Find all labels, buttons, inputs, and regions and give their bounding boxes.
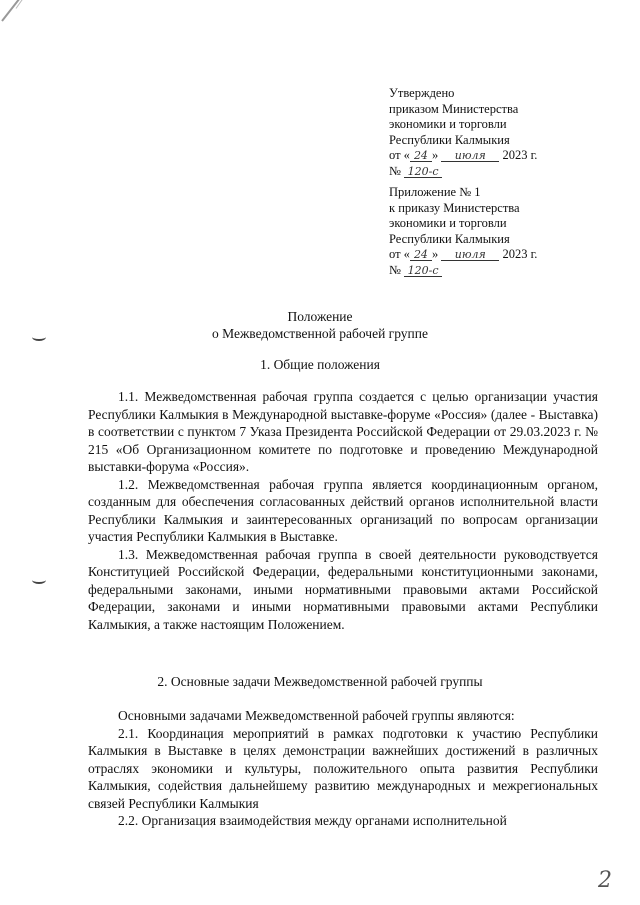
paragraph: 1.3. Межведомственная рабочая группа в своей деятельности руководствуется Конституцией Российской Федерации, федеральными конституционными законами, федеральными законами, иными нормативными правовыми актами Российской Федерации, законами и иными нормативными правовыми актами Республики Калмыкия, а также настоящим Положением. [88, 546, 598, 632]
title-line: Положение [287, 309, 353, 324]
annex-line: экономики и торговли [389, 216, 507, 230]
binding-hole-mark [32, 333, 46, 341]
approval-stamp [389, 86, 629, 179]
handwritten-number: 120-с [404, 166, 442, 178]
approval-line: приказом Министерства [389, 101, 519, 116]
section-heading: 2. Основные задачи Межведомственной рабочей группы [157, 674, 483, 689]
annex-stamp [389, 185, 629, 278]
paragraph: 1.2. Межведомственная рабочая группа является координационным органом, созданным для обеспечения согласованных действий органов исполнительной власти Республики Калмыкия и заинтересованных организаций по вопросам организации участия Республики Калмыкия в Выставке. [88, 476, 598, 544]
annex-line: Республики Калмыкия [389, 231, 510, 246]
section-2-body [88, 707, 598, 830]
document-title [0, 308, 640, 342]
handwritten-number: 120-с [404, 265, 442, 277]
scan-artifact-line [16, 0, 42, 9]
binding-hole-mark [32, 576, 46, 584]
section-heading: 1. Общие положения [260, 357, 380, 372]
scan-artifact-line [1, 0, 42, 22]
paragraph: 1.1. Межведомственная рабочая группа создается с целью организации участия Республики Калмыкия в Международной выставке-форуме «Россия» (далее - Выставка) в соответствии с пунктом 7 Указа Президента Российской Федерации от 29.03.2023 г. № 215 «Об Организационном комитете по подготовке и проведению Международной выставки-форума «Россия». [88, 389, 598, 474]
approval-date: от « 24 » июля 2023 г. [389, 148, 538, 162]
approval-line: экономики и торговли [389, 117, 507, 131]
handwritten-day: 24 [410, 150, 432, 162]
approval-line: Республики Калмыкия [389, 132, 510, 147]
handwritten-page-number: 2 [598, 868, 612, 893]
annex-line: к приказу Министерства [389, 200, 520, 215]
section-1-body [88, 388, 598, 633]
paragraph: 2.1. Координация мероприятий в рамках подготовки к участию Республики Калмыкия в Выставке в целях демонстрации важнейших достижений в различных отраслях экономики и культуры, положительного опыта развития Республики Калмыкия, содействия дальнейшему развитию международных и межрегиональных связей Республики Калмыкия [88, 725, 598, 811]
approval-number: № 120-с [389, 164, 629, 180]
paragraph: 2.2. Организация взаимодействия между органами исполнительной [118, 813, 507, 828]
annex-number: № 120-с [389, 263, 629, 279]
annex-date: от « 24 » июля 2023 г. [389, 247, 538, 261]
handwritten-month: июля [441, 150, 499, 162]
paragraph: Основными задачами Межведомственной рабочей группы являются: [118, 708, 515, 723]
handwritten-month: июля [441, 249, 499, 261]
handwritten-day: 24 [410, 249, 432, 261]
approval-line: Утверждено [389, 86, 455, 100]
title-line: о Межведомственной рабочей группе [212, 326, 428, 341]
annex-line: Приложение № 1 [389, 185, 481, 199]
